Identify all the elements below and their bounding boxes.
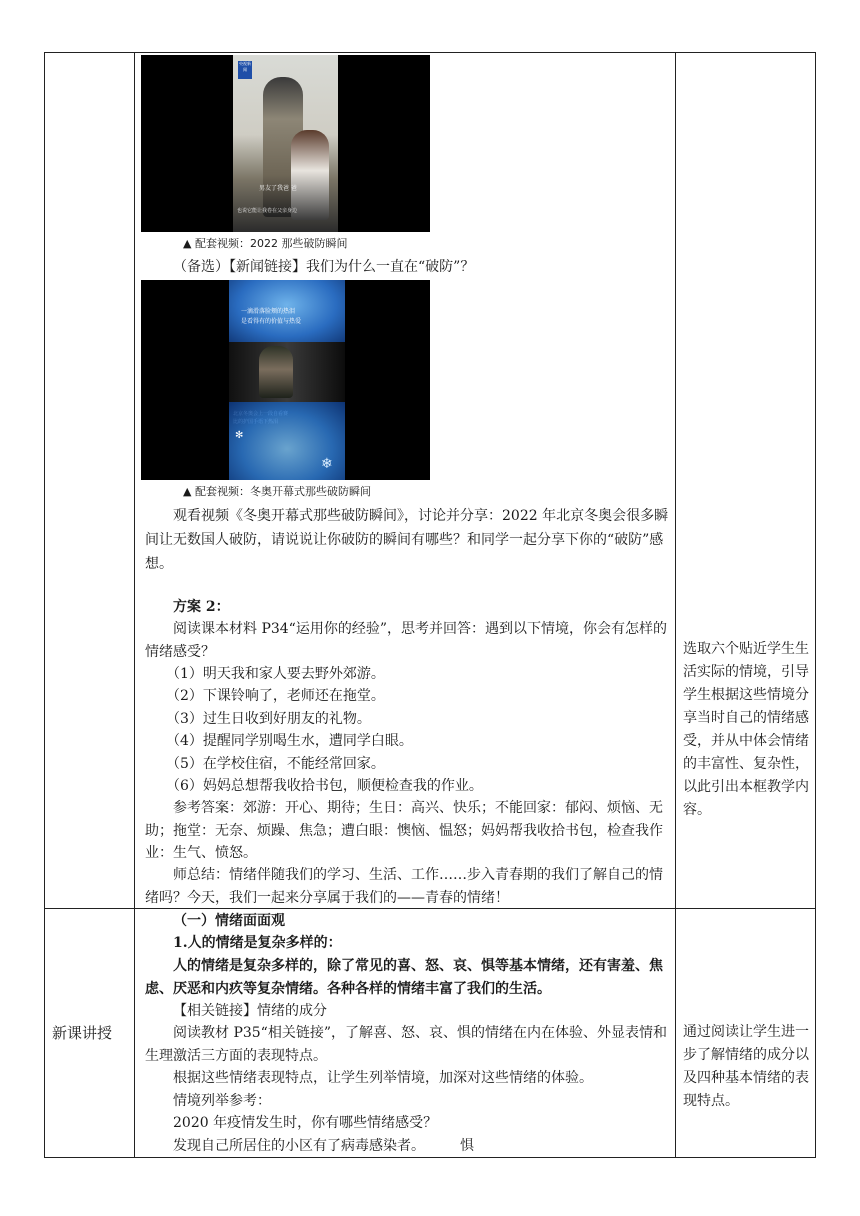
- table-left-border: [44, 52, 45, 1158]
- video-overlay-text-2: 也说它能让我卷在父亲身边: [237, 208, 298, 214]
- plan2-item: （3）过生日收到好朋友的礼物。: [166, 711, 371, 727]
- table-bottom-border: [44, 1157, 816, 1158]
- cctv-news-logo: [238, 61, 252, 79]
- question-text: 2020 年疫情发生时，你有哪些情绪感受？: [173, 1115, 438, 1131]
- video-overlay-text-2: 是看得有的价值与热爱: [241, 318, 302, 325]
- plan1-paragraph: 观看视频《冬奥开幕式那些破防瞬间》，讨论并分享：2022 年北京冬奥会很多瞬间让无数国人破防，请说说让你破防的瞬间有哪些？和同学一起分享下你的“破防”感想。: [145, 508, 669, 572]
- video-caption-2: ▲ 配套视频：冬奥开幕式那些破防瞬间: [183, 485, 371, 498]
- col-divider-2: [675, 52, 676, 1158]
- snowflake-icon: ❄: [321, 456, 333, 472]
- snowflake-icon: ✻: [235, 430, 244, 441]
- key-paragraph: 人的情绪是复杂多样的，除了常见的喜、怒、哀、惧等基本情绪，还有害羞、焦虑、厌恶和内疚等复杂情绪。各种各样的情绪丰富了我们的生活。: [145, 958, 663, 997]
- example-text: 发现自己所居住的小区有了病毒感染者。: [173, 1138, 425, 1154]
- video-overlay-text-1: 男友了我爸 爸: [259, 185, 297, 192]
- section-heading: （一）情绪面面观: [173, 913, 285, 929]
- plan2-item: （2）下课铃响了，老师还在拖堂。: [166, 688, 385, 704]
- plan2-item: （5）在学校住宿，不能经常回家。: [166, 756, 385, 772]
- reading-instruction: 阅读教材 P35“相关链接”，了解喜、怒、哀、惧的情绪在内在体验、外显表情和生理激活三方面的表现特点。: [145, 1025, 667, 1064]
- example-emotion: 惧: [460, 1138, 474, 1154]
- point-1: 1.人的情绪是复杂多样的：: [173, 935, 342, 951]
- plan2-title: 方案 2：: [173, 599, 230, 615]
- plan2-intro: 阅读课本材料 P34“运用你的经验”，思考并回答：遇到以下情境，你会有怎样的情绪感受？: [145, 621, 667, 660]
- video-caption-1: ▲ 配套视频：2022 那些破防瞬间: [183, 237, 348, 250]
- optional-news-link: （备选）【新闻链接】我们为什么一直在“破防”？: [173, 259, 475, 275]
- table-top-border: [44, 52, 816, 53]
- plan2-summary: 师总结：情绪伴随我们的学习、生活、工作……步入青春期的我们了解自己的情绪吗？今天，我们一起来分享属于我们的——青春的情绪！: [145, 867, 663, 906]
- plan2-item: （1）明天我和家人要去野外郊游。: [166, 666, 385, 682]
- side-note-1: 选取六个贴近学生生活实际的情境，引导学生根据这些情境分享当时自己的情绪感受，并从中体会情绪的丰富性、复杂性，以此引出本框教学内容。: [683, 641, 809, 818]
- video-thumbnail-2022[interactable]: [141, 55, 430, 232]
- plan2-item: （4）提醒同学别喝生水，遭同学白眼。: [166, 733, 413, 749]
- plan2-answer: 参考答案：郊游：开心、期待；生日：高兴、快乐；不能回家：郁闷、烦恼、无助；拖堂：无奈、烦躁、焦急；遭白眼：懊恼、愠怒；妈妈帮我收拾书包，检查我作业：生气、愤怒。: [145, 800, 663, 861]
- col-divider-1: [134, 52, 135, 1158]
- video-overlay-text-1: 一滴滑落脸颊的热泪: [241, 308, 296, 315]
- side-note-2: 通过阅读让学生进一步了解情绪的成分以及四种基本情绪的表现特点。: [683, 1024, 809, 1109]
- table-right-border: [815, 52, 816, 1158]
- left-cell-label: 新课讲授: [52, 1024, 113, 1042]
- soldier-figure: [259, 346, 293, 398]
- list-intro: 根据这些情绪表现特点，让学生列举情境，加深对这些情绪的体验。: [173, 1070, 593, 1086]
- reference-label: 情境列举参考：: [173, 1093, 271, 1109]
- plan2-item: （6）妈妈总想帮我收拾书包，顺便检查我的作业。: [166, 778, 483, 794]
- related-link: 【相关链接】情绪的成分: [173, 1003, 327, 1019]
- logo-text: 央视新闻: [239, 61, 251, 72]
- video-thumbnail-winter-olympics[interactable]: [141, 280, 430, 480]
